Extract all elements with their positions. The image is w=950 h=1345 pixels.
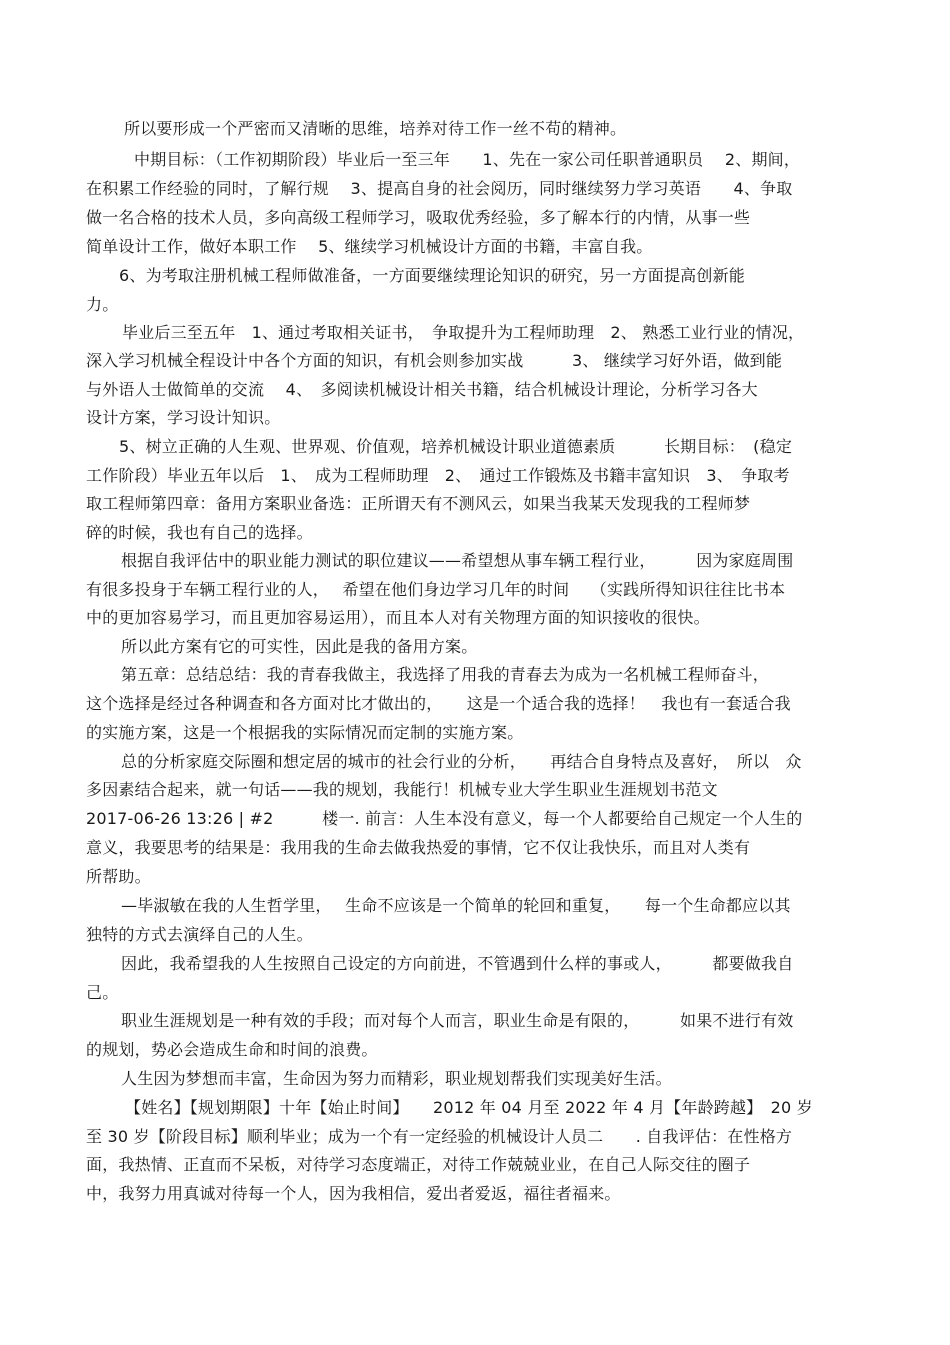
text-line: 第五章：总结总结：我的青春我做主，我选择了用我的青春去为成为一名机械工程师奋斗， (121, 665, 770, 684)
text-line: 中期目标：（工作初期阶段）毕业后一至三年 1、先在一家公司任职普通职员 2、期间， (134, 150, 801, 169)
text-line: 在积累工作经验的同时，了解行规 3、提高自身的社会阅历，同时继续努力学习英语 4、争取 (86, 179, 793, 198)
text-line: 5、树立正确的人生观、世界观、价值观，培养机械设计职业道德素质 长期目标： (稳定 (119, 437, 793, 456)
text-line: 因此，我希望我的人生按照自己设定的方向前进，不管遇到什么样的事或人， 都要做我自 (121, 954, 794, 973)
text-line: 根据自我评估中的职业能力测试的职位建议——希望想从事车辆工程行业， 因为家庭周围 (121, 551, 794, 570)
text-line: —毕淑敏在我的人生哲学里， 生命不应该是一个简单的轮回和重复， 每一个生命都应以其 (121, 896, 791, 915)
text-line: 多因素结合起来，就一句话——我的规划，我能行！机械专业大学生职业生涯规划书范文 (86, 780, 718, 799)
text-line: 有很多投身于车辆工程行业的人， 希望在他们身边学习几年的时间 （实践所得知识往往比书本 (86, 580, 786, 599)
text-line: 意义，我要思考的结果是：我用我的生命去做我热爱的事情，它不仅让我快乐，而且对人类有 (86, 838, 751, 857)
text-line: 的实施方案，这是一个根据我的实际情况而定制的实施方案。 (86, 723, 524, 742)
text-line: 【姓名】【规划期限】十年【始止时间】 2012 年 04 月至 2022 年 4 月【年龄跨越】 20 岁 (125, 1098, 813, 1117)
text-line: 工作阶段）毕业五年以后 1、 成为工程师助理 2、 通过工作锻炼及书籍丰富知识 3、 争取考 (86, 466, 790, 485)
text-line: 这个选择是经过各种调查和各方面对比才做出的， 这是一个适合我的选择！ 我也有一套适合我 (86, 694, 791, 713)
text-line: 设计方案，学习设计知识。 (86, 408, 281, 427)
text-line: 所帮助。 (86, 867, 151, 886)
text-line: 做一名合格的技术人员，多向高级工程师学习，吸取优秀经验，多了解本行的内情，从事一些 (86, 208, 751, 227)
text-line: 中，我努力用真诚对待每一个人，因为我相信，爱出者爱返，福往者福来。 (86, 1184, 621, 1203)
text-line: 的规划，势必会造成生命和时间的浪费。 (86, 1040, 378, 1059)
text-line: 与外语人士做简单的交流 4、 多阅读机械设计相关书籍，结合机械设计理论，分析学习各大 (86, 380, 758, 399)
text-line: 毕业后三至五年 1、通过考取相关证书， 争取提升为工程师助理 2、 熟悉工业行业的情况， (122, 323, 805, 342)
text-line: 人生因为梦想而丰富，生命因为努力而精彩，职业规划帮我们实现美好生活。 (121, 1069, 672, 1088)
text-line: 6、为考取注册机械工程师做准备，一方面要继续理论知识的研究，另一方面提高创新能 (119, 266, 745, 285)
text-line: 至 30 岁【阶段目标】顺利毕业；成为一个有一定经验的机械设计人员二 . 自我评估：在性格方 (86, 1127, 793, 1146)
text-line: 总的分析家庭交际圈和想定居的城市的社会行业的分析， 再结合自身特点及喜好， 所以 众 (121, 752, 802, 771)
text-line: 简单设计工作，做好本职工作 5、继续学习机械设计方面的书籍，丰富自我。 (86, 237, 653, 256)
text-line: 己。 (86, 983, 119, 1002)
text-line: 力。 (86, 295, 119, 314)
text-line: 独特的方式去演绎自己的人生。 (86, 925, 313, 944)
text-line: 深入学习机械全程设计中各个方面的知识，有机会则参加实战 3、 继续学习好外语，做到能 (86, 351, 783, 370)
text-line: 中的更加容易学习，而且更加容易运用），而且本人对有关物理方面的知识接收的很快。 (86, 608, 710, 627)
text-line: 碎的时候，我也有自己的选择。 (86, 523, 313, 542)
text-line: 所以要形成一个严密而又清晰的思维，培养对待工作一丝不苟的精神。 (124, 119, 627, 138)
text-line: 面，我热情、正直而不呆板，对待学习态度端正，对待工作兢兢业业，在自己人际交往的圈子 (86, 1155, 751, 1174)
text-line: 取工程师第四章：备用方案职业备选：正所谓天有不测风云，如果当我某天发现我的工程师梦 (86, 494, 751, 513)
text-line: 所以此方案有它的可实性，因此是我的备用方案。 (121, 637, 478, 656)
text-line: 2017-06-26 13:26 | #2 楼一. 前言：人生本没有意义，每一个人都要给自己规定一个人生的 (86, 809, 803, 828)
text-line: 职业生涯规划是一种有效的手段；而对每个人而言，职业生命是有限的， 如果不进行有效 (121, 1011, 794, 1030)
